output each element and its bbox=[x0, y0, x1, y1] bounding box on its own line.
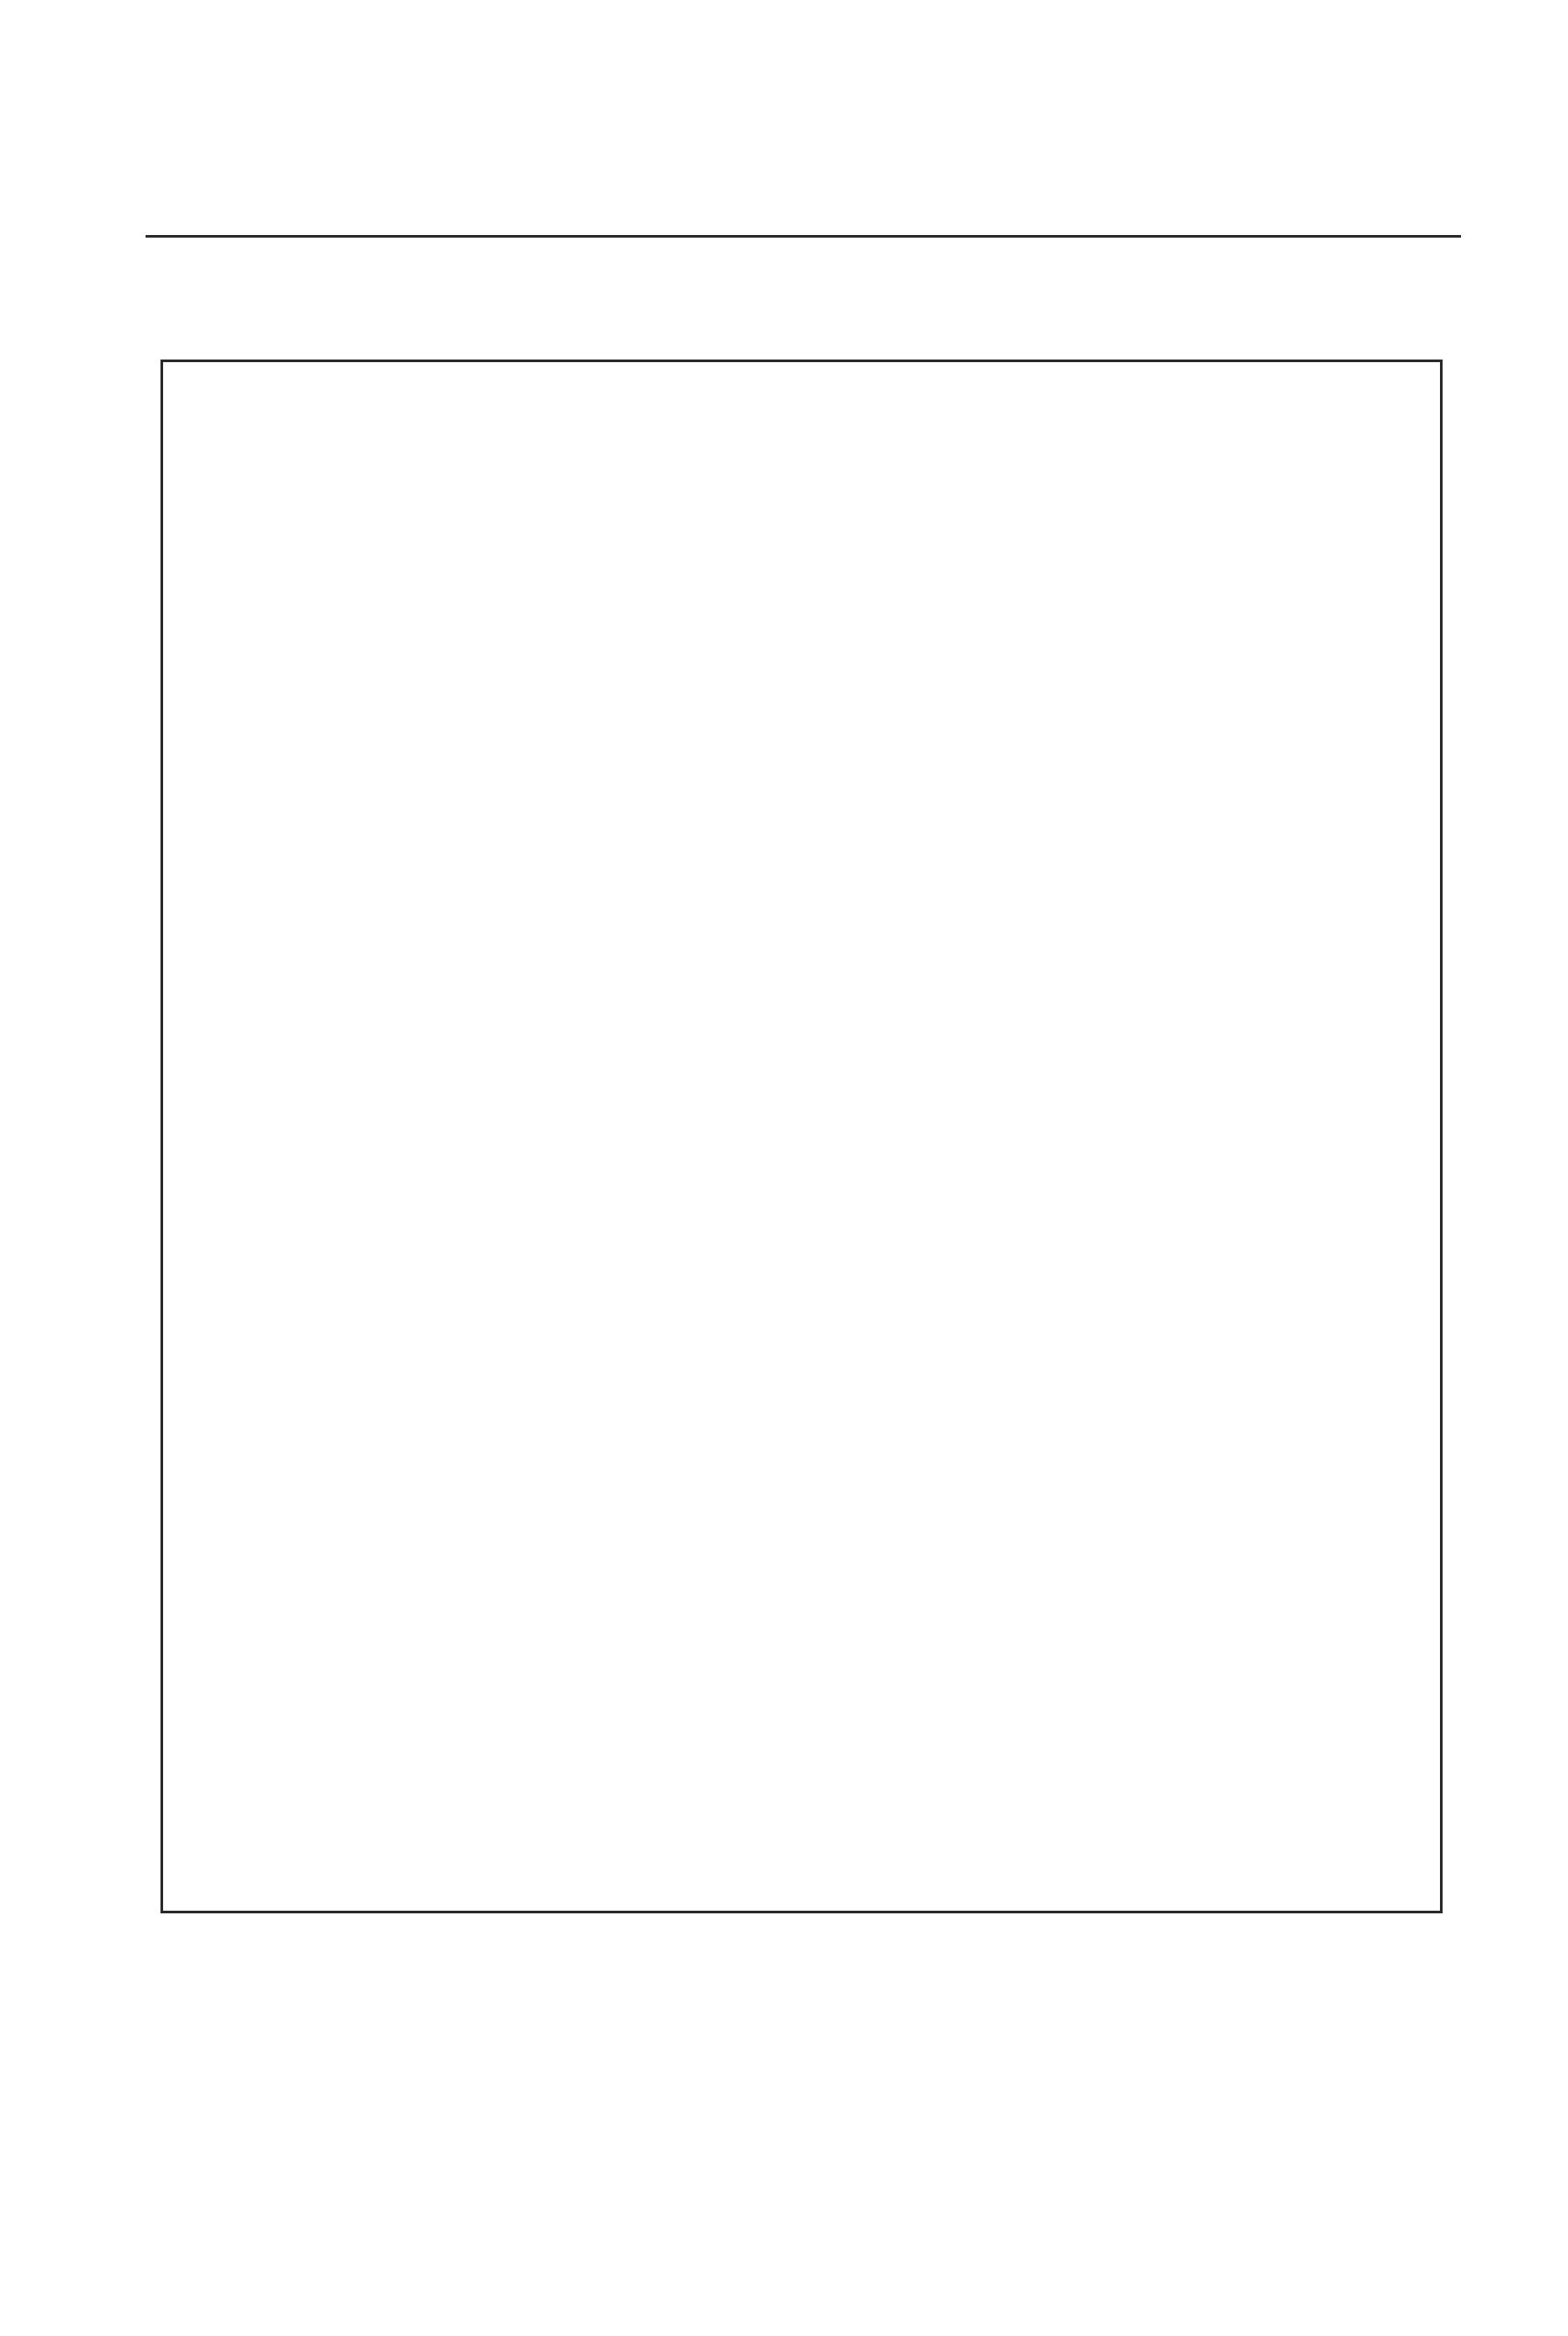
page-header bbox=[146, 191, 1461, 238]
column-header-2004-05-forecast bbox=[1030, 456, 1241, 485]
table-frame bbox=[160, 360, 1443, 1913]
